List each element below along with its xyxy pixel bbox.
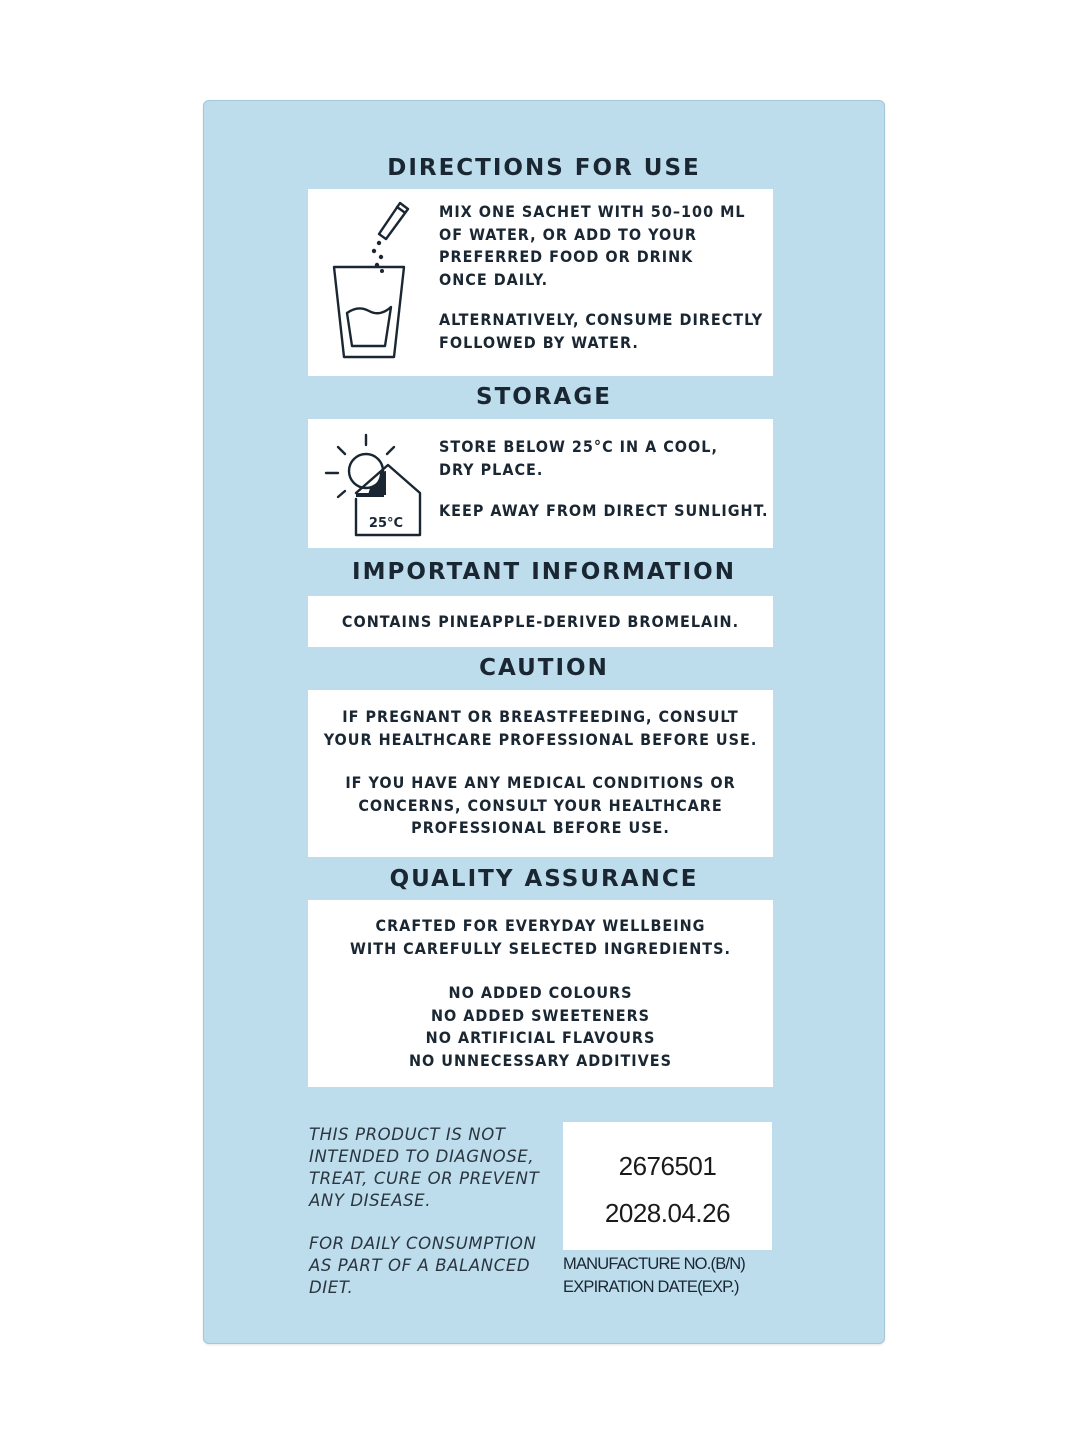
disclaimer-line: INTENDED TO DIAGNOSE,: [309, 1147, 535, 1166]
important-text: CONTAINS PINEAPPLE-DERIVED BROMELAIN.: [341, 612, 740, 631]
directions-panel: [308, 189, 773, 376]
directions-line: FOLLOWED BY WATER.: [439, 332, 639, 352]
quality-list-item: NO ADDED SWEETENERS: [430, 1005, 651, 1025]
quality-line: CRAFTED FOR EVERYDAY WELLBEING: [375, 916, 706, 935]
quality-heading: QUALITY ASSURANCE: [389, 866, 699, 892]
quality-text: [308, 915, 773, 1072]
caution-panel: [308, 690, 773, 857]
quality-line: WITH CAREFULLY SELECTED INGREDIENTS.: [350, 938, 731, 958]
caution-line: IF YOU HAVE ANY MEDICAL CONDITIONS OR: [345, 773, 736, 792]
caution-heading: CAUTION: [479, 655, 609, 681]
consumption-line: FOR DAILY CONSUMPTION: [309, 1234, 537, 1253]
caution-line: CONCERNS, CONSULT YOUR HEALTHCARE: [358, 795, 723, 815]
storage-heading: STORAGE: [476, 384, 612, 410]
directions-line: OF WATER, OR ADD TO YOUR: [439, 224, 697, 244]
glass-sachet-icon: [322, 193, 432, 373]
storage-line: DRY PLACE.: [439, 459, 544, 479]
important-heading: IMPORTANT INFORMATION: [352, 559, 736, 585]
caution-line: PROFESSIONAL BEFORE USE.: [411, 818, 670, 837]
disclaimer-note: [309, 1124, 559, 1212]
storage-line: KEEP AWAY FROM DIRECT SUNLIGHT.: [439, 501, 769, 520]
storage-text: [439, 436, 768, 523]
consumption-note: [309, 1233, 559, 1299]
directions-line: ONCE DAILY.: [439, 269, 549, 289]
quality-list-item: NO UNNECESSARY ADDITIVES: [408, 1050, 672, 1070]
directions-heading: DIRECTIONS FOR USE: [387, 155, 701, 181]
caution-line: YOUR HEALTHCARE PROFESSIONAL BEFORE USE.: [323, 729, 758, 749]
sun-house-icon: [320, 425, 430, 545]
quality-panel: [308, 900, 773, 1087]
expiry-date: 2028.04.26: [604, 1198, 731, 1228]
caution-text: [308, 706, 773, 840]
disclaimer-line: THIS PRODUCT IS NOT: [309, 1125, 506, 1144]
disclaimer-line: ANY DISEASE.: [309, 1191, 432, 1210]
batch-label: MANUFACTURE NO.(B/N): [563, 1255, 746, 1273]
batch-expiry-box: [563, 1122, 772, 1250]
consumption-line: AS PART OF A BALANCED: [309, 1256, 531, 1275]
directions-text: [439, 201, 763, 354]
storage-icon-label: 25°C: [368, 516, 404, 531]
directions-line: PREFERRED FOOD OR DRINK: [439, 247, 694, 266]
product-box-back: [203, 100, 885, 1344]
caution-line: IF PREGNANT OR BREASTFEEDING, CONSULT: [342, 707, 739, 726]
consumption-line: DIET.: [309, 1278, 354, 1297]
quality-list-item: NO ARTIFICIAL FLAVOURS: [425, 1028, 656, 1047]
disclaimer-line: TREAT, CURE OR PREVENT: [309, 1169, 540, 1188]
directions-line: MIX ONE SACHET WITH 50–100 ML: [439, 202, 746, 221]
storage-line: STORE BELOW 25°C IN A COOL,: [439, 437, 718, 456]
quality-list-item: NO ADDED COLOURS: [448, 983, 633, 1002]
batch-number: 2676501: [618, 1151, 717, 1181]
important-panel: [308, 596, 773, 647]
storage-panel: [308, 419, 773, 548]
directions-line: ALTERNATIVELY, CONSUME DIRECTLY: [439, 310, 764, 329]
expiry-label: EXPIRATION DATE(EXP.): [563, 1278, 739, 1296]
